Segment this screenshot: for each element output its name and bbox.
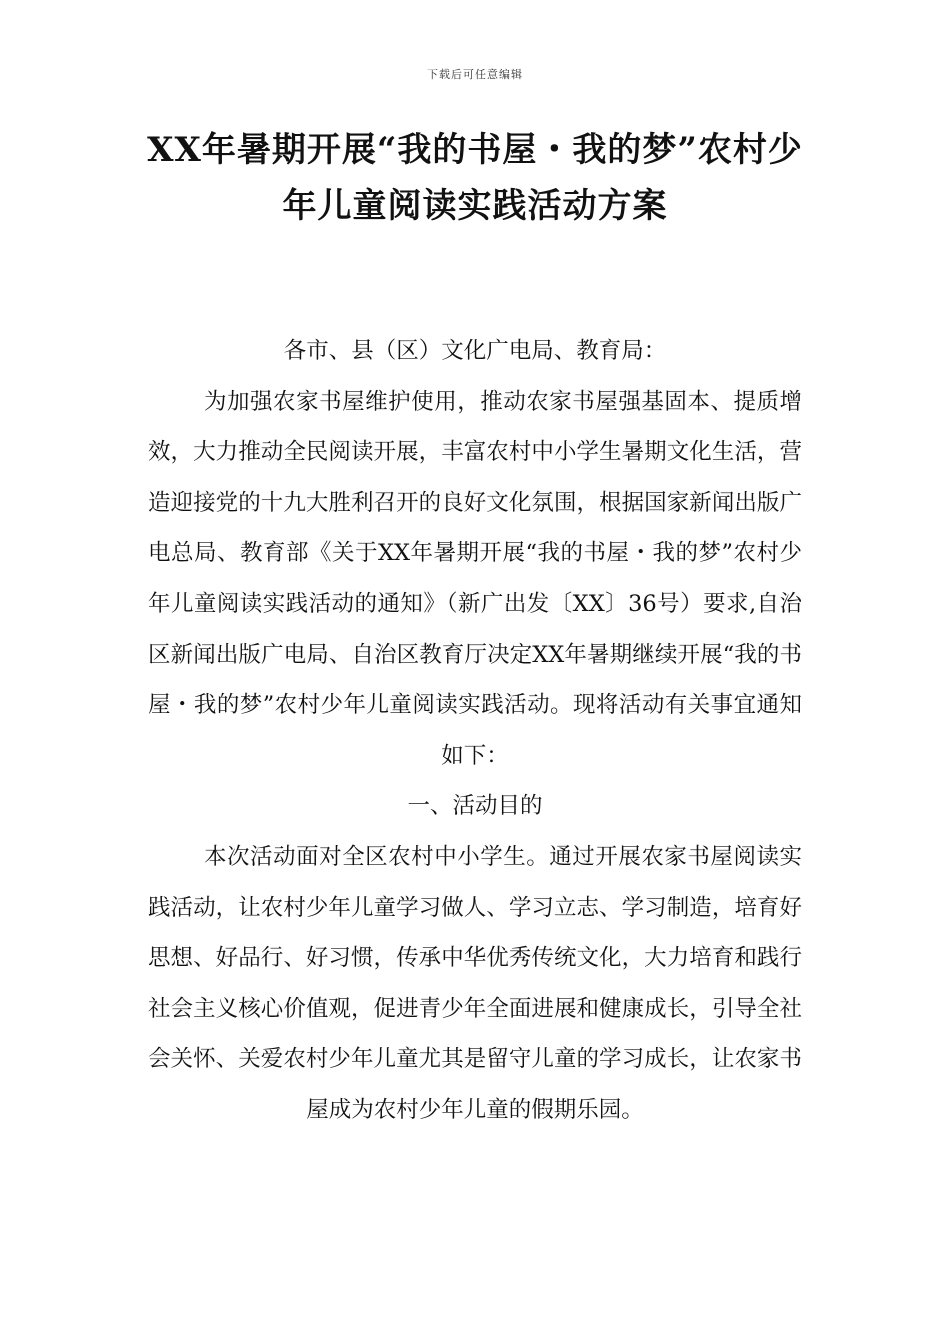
- document-title: XX年暑期开展“我的书屋・我的梦”农村少年儿童阅读实践活动方案: [147, 130, 803, 226]
- section-heading: 一、活动目的: [407, 793, 543, 820]
- document-body: [148, 326, 802, 1136]
- intro-paragraph: 为加强农家书屋维护使用，推动农家书屋强基固本、提质增效，大力推动全民阅读开展，丰富农村中小学生暑期文化生活，营造迎接党的十九大胜利召开的良好文化氛围，根据国家新闻出版广电总局、教育部《关于XX年暑期开展“我的书屋・我的梦”农村少年儿童阅读实践活动的通知》（新广出发〔XX〕36号）要求,自治区新闻出版广电局、自治区教育厅决定XX年暑期继续开展“我的书屋・我的梦”农村少年儿童阅读实践活动。现将活动有关事宜通知如下：: [148, 388, 802, 769]
- header-note: 下载后可任意编辑: [427, 68, 523, 81]
- section-paragraph: 本次活动面对全区农村中小学生。通过开展农家书屋阅读实践活动，让农村少年儿童学习做人、学习立志、学习制造，培育好思想、好品行、好习惯，传承中华优秀传统文化，大力培育和践行社会主义核心价值观，促进青少年全面进展和健康成长，引导全社会关怀、关爱农村少年儿童尤其是留守儿童的学习成长，让农家书屋成为农村少年儿童的假期乐园。: [148, 843, 802, 1123]
- salutation: 各市、县（区）文化广电局、教育局：: [283, 338, 667, 364]
